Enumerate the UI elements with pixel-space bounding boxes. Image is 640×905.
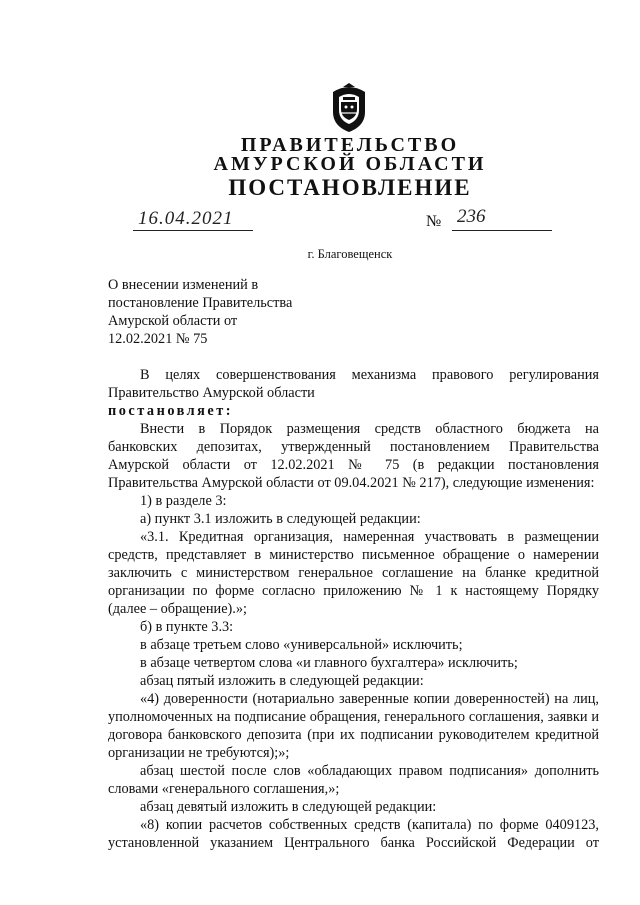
body-line: абзац шестой после слов «обладающих правом подписания» дополнить [140, 763, 599, 779]
body-line: (далее – обращение).»; [108, 601, 248, 617]
number-label: № [426, 213, 442, 230]
body-line: «4) доверенности (нотариально заверенные копии доверенностей) на лиц, [140, 691, 599, 707]
body-line: Правительства Амурской области от 09.04.2021 № 217), следующие изменения: [108, 475, 595, 491]
body-line: «8) копии расчетов собственных средств (капитала) по форме 0409123, [140, 817, 599, 833]
body-line: договора банковского депозита (при их подписании руководителем кредитной [108, 727, 599, 743]
body-line: Правительство Амурской области [108, 385, 315, 401]
body-line: установленной указанием Центрального банка Российской Федерации от [108, 835, 599, 851]
body-line: банковских депозитах, утвержденный постановлением Правительства [108, 439, 599, 455]
body-line: «3.1. Кредитная организация, намеренная участвовать в размещении [140, 529, 599, 545]
subject-line: постановление Правительства [108, 295, 293, 311]
body-line: В целях совершенствования механизма правового регулирования [140, 367, 599, 383]
document-number: 236 [457, 206, 486, 227]
body-line: Внести в Порядок размещения средств областного бюджета на [140, 421, 599, 437]
body-line: б) в пункте 3.3: [140, 619, 234, 635]
document-date: 16.04.2021 [138, 208, 234, 229]
body-line: абзац девятый изложить в следующей редакции: [140, 799, 437, 815]
city: г. Благовещенск [307, 247, 393, 261]
body-line: средств, представляет в министерство письменное обращение о намерении [108, 547, 599, 563]
header-region: АМУРСКОЙ ОБЛАСТИ [213, 153, 487, 175]
body-line: 1) в разделе 3: [140, 493, 227, 509]
header-document-type: ПОСТАНОВЛЕНИЕ [228, 175, 472, 200]
body-line: словами «генерального соглашения,»; [108, 781, 340, 797]
body-line: Амурской области от 12.02.2021 № 75 (в редакции постановления [108, 457, 599, 473]
body-line: организации по форме согласно приложению № 1 к настоящему Порядку [108, 583, 599, 599]
body-line: в абзаце третьем слово «универсальной» исключить; [140, 637, 463, 653]
subject-line: О внесении изменений в [108, 277, 259, 293]
body-line: уполномоченных на подписание обращения, генерального соглашения, заявки и [108, 709, 599, 725]
body-line: организации не требуются);»; [108, 745, 290, 761]
header-government: ПРАВИТЕЛЬСТВО [240, 134, 460, 156]
body-line: в абзаце четвертом слова «и главного бухгалтера» исключить; [140, 655, 518, 671]
date-underline [133, 230, 253, 231]
body-line: абзац пятый изложить в следующей редакции: [140, 673, 424, 689]
subject-line: Амурской области от [108, 313, 238, 329]
subject-block [108, 276, 292, 348]
body-line: а) пункт 3.1 изложить в следующей редакции: [140, 511, 421, 527]
body-line-decree: постановляет: [108, 403, 234, 419]
body-line: заключить с министерством генеральное соглашение на бланке кредитной [108, 565, 599, 581]
subject-line: 12.02.2021 № 75 [108, 331, 208, 347]
number-underline [452, 230, 552, 231]
coat-of-arms-emblem [327, 82, 371, 134]
